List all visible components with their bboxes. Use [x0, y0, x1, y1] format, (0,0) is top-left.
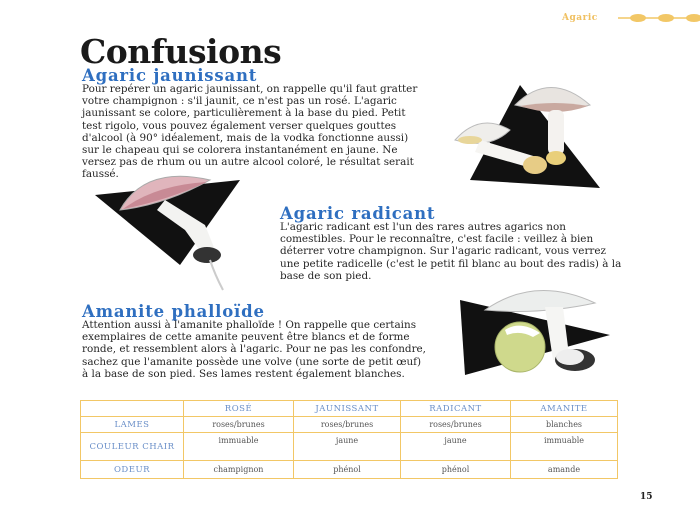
- column-header: RADICANT: [401, 401, 511, 417]
- table-cell: jaune: [401, 433, 511, 461]
- section-heading: Agaric jaunissant: [82, 66, 258, 85]
- section-text: Attention aussi à l'amanite phalloïde ! On rappelle que certains exemplaires de cette amanite peuvent être blancs et de forme ronde, et ressemblent alors à l'agaric. Pour ne pas les confondre, sachez que l'amanite possède une volve (une sorte de petit œuf) à la base de son pied. Ses lames restent également blanches.: [82, 319, 426, 380]
- table-cell: roses/brunes: [184, 417, 294, 433]
- agaric-jaunissant-illustration: [440, 70, 620, 195]
- table-cell: immuable: [511, 433, 618, 461]
- table-cell: roses/brunes: [401, 417, 511, 433]
- table-cell: roses/brunes: [294, 417, 401, 433]
- table-cell: champignon: [184, 461, 294, 479]
- column-header: AMANITE: [511, 401, 618, 417]
- column-header: [81, 401, 184, 417]
- column-header: ROSÉ: [184, 401, 294, 417]
- table-row: [81, 461, 618, 479]
- amanite-phalloide-illustration: [445, 275, 625, 390]
- table-cell: jaune: [294, 433, 401, 461]
- row-header: ODEUR: [81, 461, 184, 479]
- section-text: L'agaric radicant est l'un des rares autres agarics non comestibles. Pour le reconnaître, c'est facile : veillez à bien déterrer votre champignon. Sur l'agaric radicant, vous verrez une petite radicelle (c'est le petit fil blanc au bout des radis) à la base de son pied.: [280, 221, 622, 282]
- table-cell: phénol: [294, 461, 401, 479]
- table-row: [81, 433, 618, 461]
- section-heading: Agaric radicant: [280, 204, 436, 223]
- agaric-radicant-illustration: [85, 165, 255, 295]
- table-row: [81, 417, 618, 433]
- row-header: LAMES: [81, 417, 184, 433]
- table-cell: amande: [511, 461, 618, 479]
- section-text: Pour repérer un agaric jaunissant, on rappelle qu'il faut gratter votre champignon : s'il jaunit, ce n'est pas un rosé. L'agaric jaunissant se colore, particulièrement à la base du pied. Petit test rigolo, vous pouvez également verser quelques gouttes d'alcool (à 90° idéalement, mais de la vodka fonctionne aussi) sur le chapeau qui se colorera instantanément en jaune. Ne versez pas de rhum ou un autre alcool coloré, le résultat serait faussé.: [82, 83, 418, 181]
- table-cell: phénol: [401, 461, 511, 479]
- section-tag: Agaric: [562, 13, 598, 23]
- page-title: Confusions: [80, 32, 282, 71]
- comparison-table: [80, 400, 618, 479]
- header-ornament: [618, 13, 700, 23]
- row-header: COULEUR CHAIR: [81, 433, 184, 461]
- page-number: 15: [640, 492, 653, 502]
- table-cell: immuable: [184, 433, 294, 461]
- table-cell: blanches: [511, 417, 618, 433]
- table-header-row: [81, 401, 618, 417]
- column-header: JAUNISSANT: [294, 401, 401, 417]
- section-heading: Amanite phalloïde: [82, 302, 265, 321]
